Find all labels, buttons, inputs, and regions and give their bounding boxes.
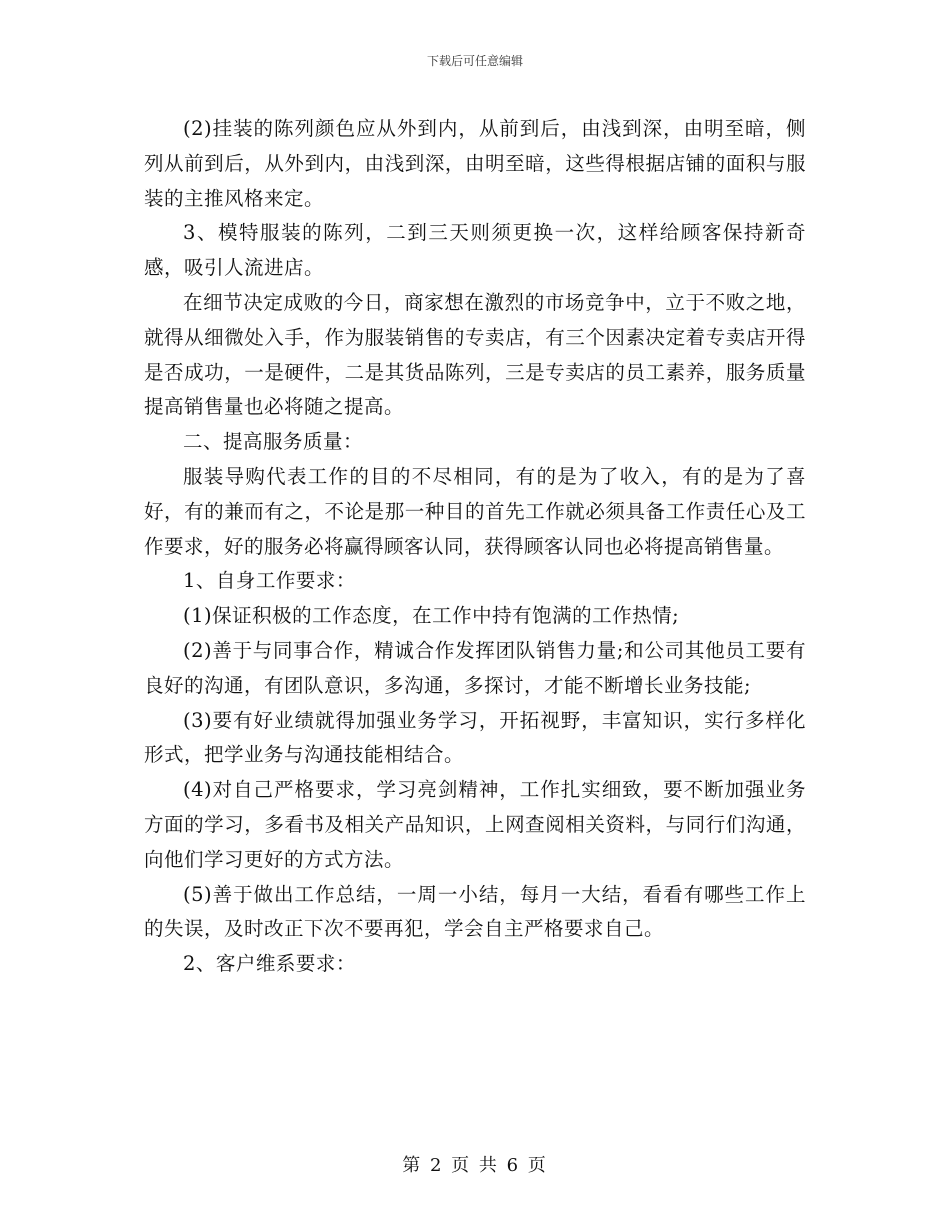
list-item-1-positive-attitude: (1)保证积极的工作态度，在工作中持有饱满的工作热情; (183, 604, 680, 628)
list-item-5-work-summary: (5)善于做出工作总结，一周一小结，每月一大结，看看有哪些工作上的失误，及时改正下次不要再犯，学会自主严格要求自己。 (144, 882, 806, 941)
page-number-footer: 第 2 页 共 6 页 (402, 1155, 548, 1176)
document-body (144, 112, 806, 982)
list-item-3-business-learning: (3)要有好业绩就得加强业务学习，开拓视野，丰富知识，实行多样化形式，把学业务与沟通技能相结合。 (144, 708, 806, 767)
paragraph-hanging-display-colors: (2)挂装的陈列颜色应从外到内，从前到后，由浅到深，由明至暗，侧列从前到后，从外到内，由浅到深，由明至暗，这些得根据店铺的面积与服装的主推风格来定。 (144, 117, 806, 210)
section-heading-service-quality: 二、提高服务质量： (183, 430, 364, 454)
subheading-customer-maintenance: 2、客户维系要求： (183, 952, 356, 976)
paragraph-mannequin-display: 3、模特服装的陈列，二到三天则须更换一次，这样给顾客保持新奇感，吸引人流进店。 (144, 221, 806, 280)
list-item-2-teamwork: (2)善于与同事合作，精诚合作发挥团队销售力量;和公司其他员工要有良好的沟通，有团队意识，多沟通，多探讨，才能不断增长业务技能; (144, 638, 806, 697)
page-header: 下载后可任意编辑 (426, 54, 523, 68)
list-item-4-strict-requirements: (4)对自己严格要求，学习亮剑精神，工作扎实细致，要不断加强业务方面的学习，多看书及相关产品知识，上网查阅相关资料，与同行们沟通，向他们学习更好的方式方法。 (144, 778, 806, 871)
subheading-self-work-requirements: 1、自身工作要求： (183, 569, 356, 593)
paragraph-details-decide-success: 在细节决定成败的今日，商家想在激烈的市场竞争中，立于不败之地，就得从细微处入手，作为服装销售的专卖店，有三个因素决定着专卖店开得是否成功，一是硬件，二是其货品陈列，三是专卖店的员工素养，服务质量提高销售量也必将随之提高。 (144, 290, 806, 419)
paragraph-shopping-guide-goals: 服装导购代表工作的目的不尽相同，有的是为了收入，有的是为了喜好，有的兼而有之，不论是那一种目的首先工作就必须具备工作责任心及工作要求，好的服务必将赢得顾客认同，获得顾客认同也必将提高销售量。 (144, 464, 806, 558)
